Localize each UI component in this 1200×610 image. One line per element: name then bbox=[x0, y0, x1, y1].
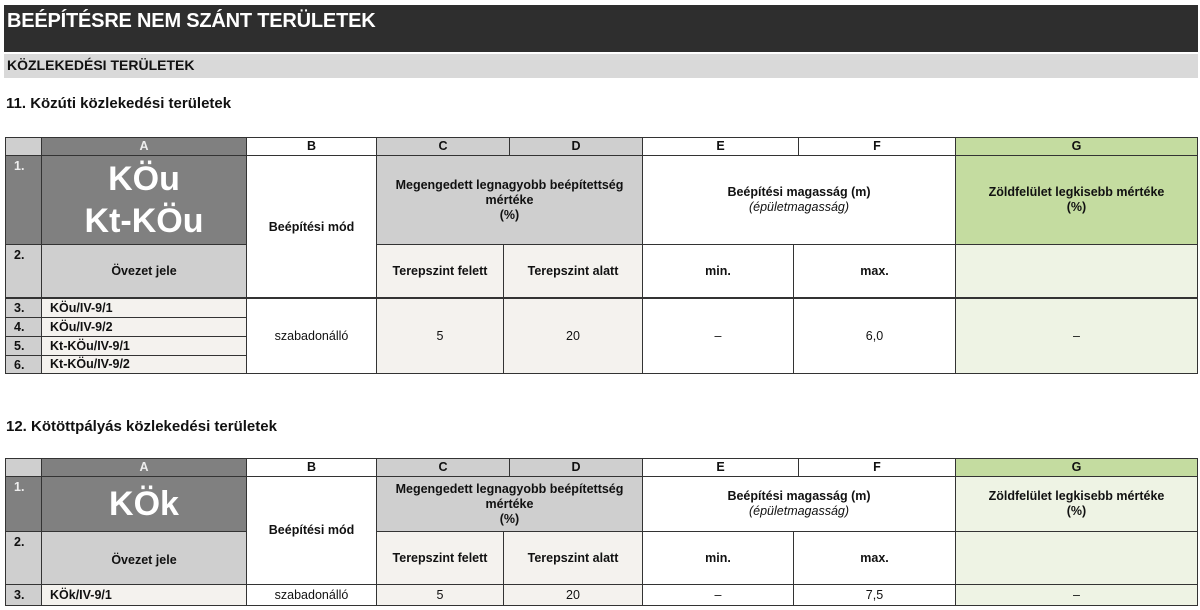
coverage-header-line3: (%) bbox=[499, 207, 520, 222]
height-min-header: min. bbox=[642, 531, 794, 585]
coverage-header bbox=[376, 155, 643, 245]
col-header-f: F bbox=[798, 458, 956, 477]
col-header-e: E bbox=[642, 458, 799, 477]
col-header-f: F bbox=[798, 137, 956, 156]
above-ground-header: Terepszint felett bbox=[376, 531, 504, 585]
below-ground-header: Terepszint alatt bbox=[503, 244, 643, 298]
zone-code-kou: KÖu bbox=[108, 160, 180, 198]
col-header-a: A bbox=[41, 137, 247, 156]
col-header-c: C bbox=[376, 458, 510, 477]
above-ground-value: 5 bbox=[376, 298, 504, 374]
height-min-value: – bbox=[642, 584, 794, 606]
green-area-header bbox=[955, 155, 1198, 245]
col-header-d: D bbox=[509, 458, 643, 477]
col-header-g: G bbox=[955, 458, 1198, 477]
green-area-value: – bbox=[955, 298, 1198, 374]
section-subtitle: KÖZLEKEDÉSI TERÜLETEK bbox=[4, 54, 1198, 78]
row-number-3: 3. bbox=[5, 584, 42, 606]
zone-label-header: Övezet jele bbox=[41, 531, 247, 585]
above-ground-value: 5 bbox=[376, 584, 504, 606]
zone-code-cell bbox=[41, 155, 247, 245]
coverage-header-line1: Megengedett legnagyobb beépítettség bbox=[395, 481, 624, 496]
row-number-1: 1. bbox=[5, 155, 42, 245]
col-header-c: C bbox=[376, 137, 510, 156]
coverage-header bbox=[376, 476, 643, 532]
below-ground-value: 20 bbox=[503, 298, 643, 374]
build-mode-value: szabadonálló bbox=[246, 584, 377, 606]
green-area-header bbox=[955, 476, 1198, 532]
green-header-line2: (%) bbox=[1066, 200, 1087, 214]
col-header-a: A bbox=[41, 458, 247, 477]
page-title: BEÉPÍTÉSRE NEM SZÁNT TERÜLETEK bbox=[4, 5, 1198, 52]
col-header-e: E bbox=[642, 137, 799, 156]
below-ground-header: Terepszint alatt bbox=[503, 531, 643, 585]
height-max-value: 6,0 bbox=[793, 298, 956, 374]
zone-code-row: KÖu/IV-9/2 bbox=[41, 317, 247, 337]
corner-cell bbox=[5, 458, 42, 477]
green-header-line1: Zöldfelület legkisebb mértéke bbox=[988, 489, 1165, 503]
height-max-value: 7,5 bbox=[793, 584, 956, 606]
build-mode-header: Beépítési mód bbox=[246, 155, 377, 298]
height-header bbox=[642, 155, 956, 245]
zone-code-kok: KÖk bbox=[109, 485, 179, 523]
coverage-header-line1: Megengedett legnagyobb beépítettség bbox=[395, 177, 624, 192]
zone-code-row: Kt-KÖu/IV-9/1 bbox=[41, 336, 247, 356]
row-number-1: 1. bbox=[5, 476, 42, 532]
above-ground-header: Terepszint felett bbox=[376, 244, 504, 298]
zone-code-cell bbox=[41, 476, 247, 532]
height-header-line2: (épületmagasság) bbox=[748, 200, 850, 214]
corner-cell bbox=[5, 137, 42, 156]
green-area-subheader bbox=[955, 244, 1198, 298]
zone-label-header: Övezet jele bbox=[41, 244, 247, 298]
coverage-header-line2: mértéke bbox=[485, 496, 534, 511]
row-number-6: 6. bbox=[5, 355, 42, 374]
zone-code-row: KÖk/IV-9/1 bbox=[41, 584, 247, 606]
coverage-header-line2: mértéke bbox=[485, 192, 534, 207]
height-header-line1: Beépítési magasság (m) bbox=[727, 489, 871, 503]
row-number-3: 3. bbox=[5, 298, 42, 318]
col-header-b: B bbox=[246, 458, 377, 477]
row-number-2: 2. bbox=[5, 531, 42, 585]
col-header-g: G bbox=[955, 137, 1198, 156]
green-header-line2: (%) bbox=[1066, 504, 1087, 518]
col-header-b: B bbox=[246, 137, 377, 156]
section-12-heading: 12. Kötöttpályás közlekedési területek bbox=[6, 418, 277, 435]
col-header-d: D bbox=[509, 137, 643, 156]
coverage-header-line3: (%) bbox=[499, 511, 520, 526]
green-area-subheader bbox=[955, 531, 1198, 585]
zone-code-row: KÖu/IV-9/1 bbox=[41, 298, 247, 318]
build-mode-value: szabadonálló bbox=[246, 298, 377, 374]
row-number-2: 2. bbox=[5, 244, 42, 298]
row-number-4: 4. bbox=[5, 317, 42, 337]
zone-code-kt-kou: Kt-KÖu bbox=[84, 202, 204, 240]
zone-code-row: Kt-KÖu/IV-9/2 bbox=[41, 355, 247, 374]
below-ground-value: 20 bbox=[503, 584, 643, 606]
height-min-header: min. bbox=[642, 244, 794, 298]
row-number-5: 5. bbox=[5, 336, 42, 356]
height-max-header: max. bbox=[793, 244, 956, 298]
height-header bbox=[642, 476, 956, 532]
section-11-heading: 11. Közúti közlekedési területek bbox=[6, 95, 232, 112]
height-min-value: – bbox=[642, 298, 794, 374]
height-header-line1: Beépítési magasság (m) bbox=[727, 185, 871, 199]
build-mode-header: Beépítési mód bbox=[246, 476, 377, 585]
height-header-line2: (épületmagasság) bbox=[748, 504, 850, 518]
green-header-line1: Zöldfelület legkisebb mértéke bbox=[988, 185, 1165, 199]
height-max-header: max. bbox=[793, 531, 956, 585]
green-area-value: – bbox=[955, 584, 1198, 606]
